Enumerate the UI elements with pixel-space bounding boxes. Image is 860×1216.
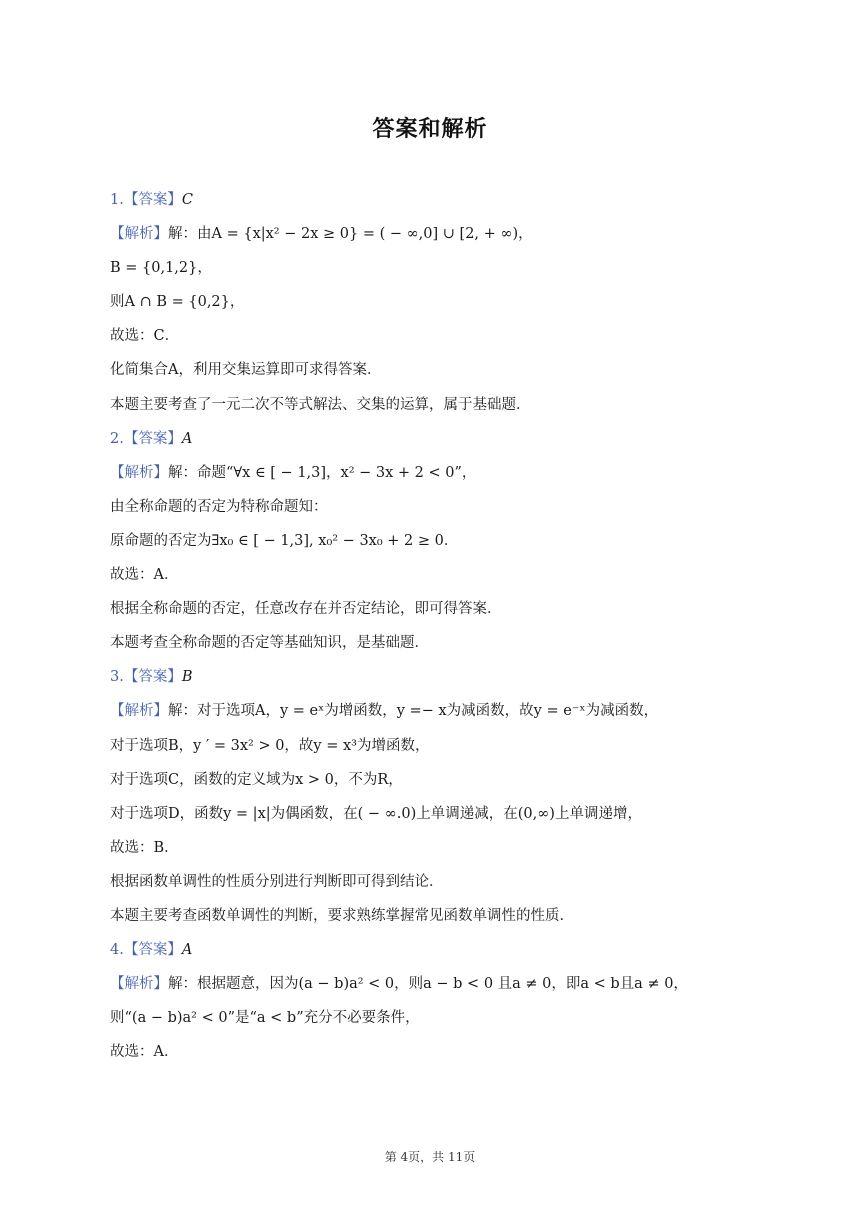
analysis-line — [110, 800, 760, 834]
solutions-content — [110, 186, 760, 1072]
analysis-line — [110, 697, 760, 731]
analysis-text: B = {0,1,2}， — [110, 260, 212, 277]
question-block — [110, 936, 760, 1072]
answer-line — [110, 425, 760, 459]
question-number: 4. — [110, 942, 124, 959]
analysis-text: 根据函数单调性的性质分别进行判断即可得到结论． — [110, 873, 444, 890]
question-number: 3. — [110, 669, 124, 686]
answer-value: A — [181, 942, 193, 959]
answer-line — [110, 936, 760, 970]
answer-label: 【答案】 — [123, 942, 182, 959]
analysis-line — [110, 322, 760, 356]
analysis-text: 解：由A = {x|x² − 2x ≥ 0} = ( − ∞,0] ∪ [2, + ∞)， — [168, 226, 533, 243]
analysis-label: 【解析】 — [110, 976, 168, 993]
analysis-text: 故选：C． — [110, 328, 180, 345]
analysis-text: 根据全称命题的否定，任意改存在并否定结论，即可得答案． — [110, 601, 502, 618]
answer-line — [110, 663, 760, 697]
analysis-line — [110, 1004, 760, 1038]
analysis-text: 故选：A． — [110, 567, 179, 584]
analysis-text: 解：根据题意，因为(a − b)a² < 0，则a − b < 0 且a ≠ 0，即a < b且a ≠ 0， — [168, 976, 688, 993]
analysis-label: 【解析】 — [110, 464, 168, 481]
analysis-label: 【解析】 — [110, 703, 168, 720]
analysis-line — [110, 254, 760, 288]
question-block — [110, 425, 760, 664]
analysis-line — [110, 391, 760, 425]
question-number: 2. — [110, 430, 124, 447]
question-number: 1. — [110, 192, 124, 208]
analysis-text: 原命题的否定为∃x₀ ∈ [ − 1,3], x₀² − 3x₀ + 2 ≥ 0． — [110, 532, 459, 549]
analysis-line — [110, 902, 760, 936]
analysis-line — [110, 1038, 760, 1072]
analysis-line — [110, 493, 760, 527]
answer-value: C — [181, 192, 193, 208]
analysis-text: 本题主要考查了一元二次不等式解法、交集的运算，属于基础题． — [110, 396, 531, 413]
analysis-line — [110, 834, 760, 868]
analysis-line — [110, 288, 760, 322]
analysis-text: 故选：A． — [110, 1044, 179, 1061]
answer-value: B — [181, 669, 193, 686]
analysis-text: 由全称命题的否定为特称命题知： — [110, 498, 328, 515]
analysis-text: 本题考查全称命题的否定等基础知识，是基础题． — [110, 635, 429, 652]
analysis-line — [110, 629, 760, 663]
analysis-text: 解：对于选项A，y = eˣ为增函数，y =− x为减函数，故y = e⁻ˣ为减函数， — [168, 703, 659, 720]
question-block — [110, 663, 760, 936]
analysis-text: 化简集合A，利用交集运算即可求得答案． — [110, 362, 382, 379]
analysis-line — [110, 868, 760, 902]
analysis-text: 对于选项C，函数的定义域为x > 0，不为R， — [110, 771, 403, 788]
analysis-line — [110, 561, 760, 595]
analysis-text: 故选：B． — [110, 839, 179, 856]
answer-label: 【答案】 — [123, 430, 182, 447]
answer-line — [110, 186, 760, 220]
page-footer: 第 4页，共 11页 — [384, 1150, 476, 1164]
analysis-line — [110, 356, 760, 390]
analysis-label: 【解析】 — [110, 226, 168, 243]
analysis-line — [110, 527, 760, 561]
analysis-line — [110, 732, 760, 766]
analysis-text: 则A ∩ B = {0,2}， — [110, 294, 245, 311]
analysis-text: 本题主要考查函数单调性的判断，要求熟练掌握常见函数单调性的性质． — [110, 907, 574, 924]
analysis-text: 解：命题“∀x ∈ [ − 1,3]，x² − 3x + 2 < 0”， — [168, 464, 477, 481]
page-title: 答案和解析 — [372, 117, 488, 142]
analysis-text: 对于选项D，函数y = |x|为偶函数，在( − ∞.0)上单调递减，在(0,∞)上单调递增， — [110, 805, 642, 822]
answer-label: 【答案】 — [123, 669, 182, 686]
analysis-line — [110, 459, 760, 493]
answer-value: A — [181, 430, 193, 447]
analysis-line — [110, 970, 760, 1004]
question-block — [110, 186, 760, 425]
analysis-line — [110, 595, 760, 629]
analysis-text: 对于选项B，y ′ = 3x² > 0，故y = x³为增函数， — [110, 737, 430, 754]
answer-label: 【答案】 — [123, 192, 182, 208]
analysis-line — [110, 220, 760, 254]
analysis-line — [110, 766, 760, 800]
analysis-text: 则“(a − b)a² < 0”是“a < b”充分不必要条件， — [110, 1010, 420, 1027]
